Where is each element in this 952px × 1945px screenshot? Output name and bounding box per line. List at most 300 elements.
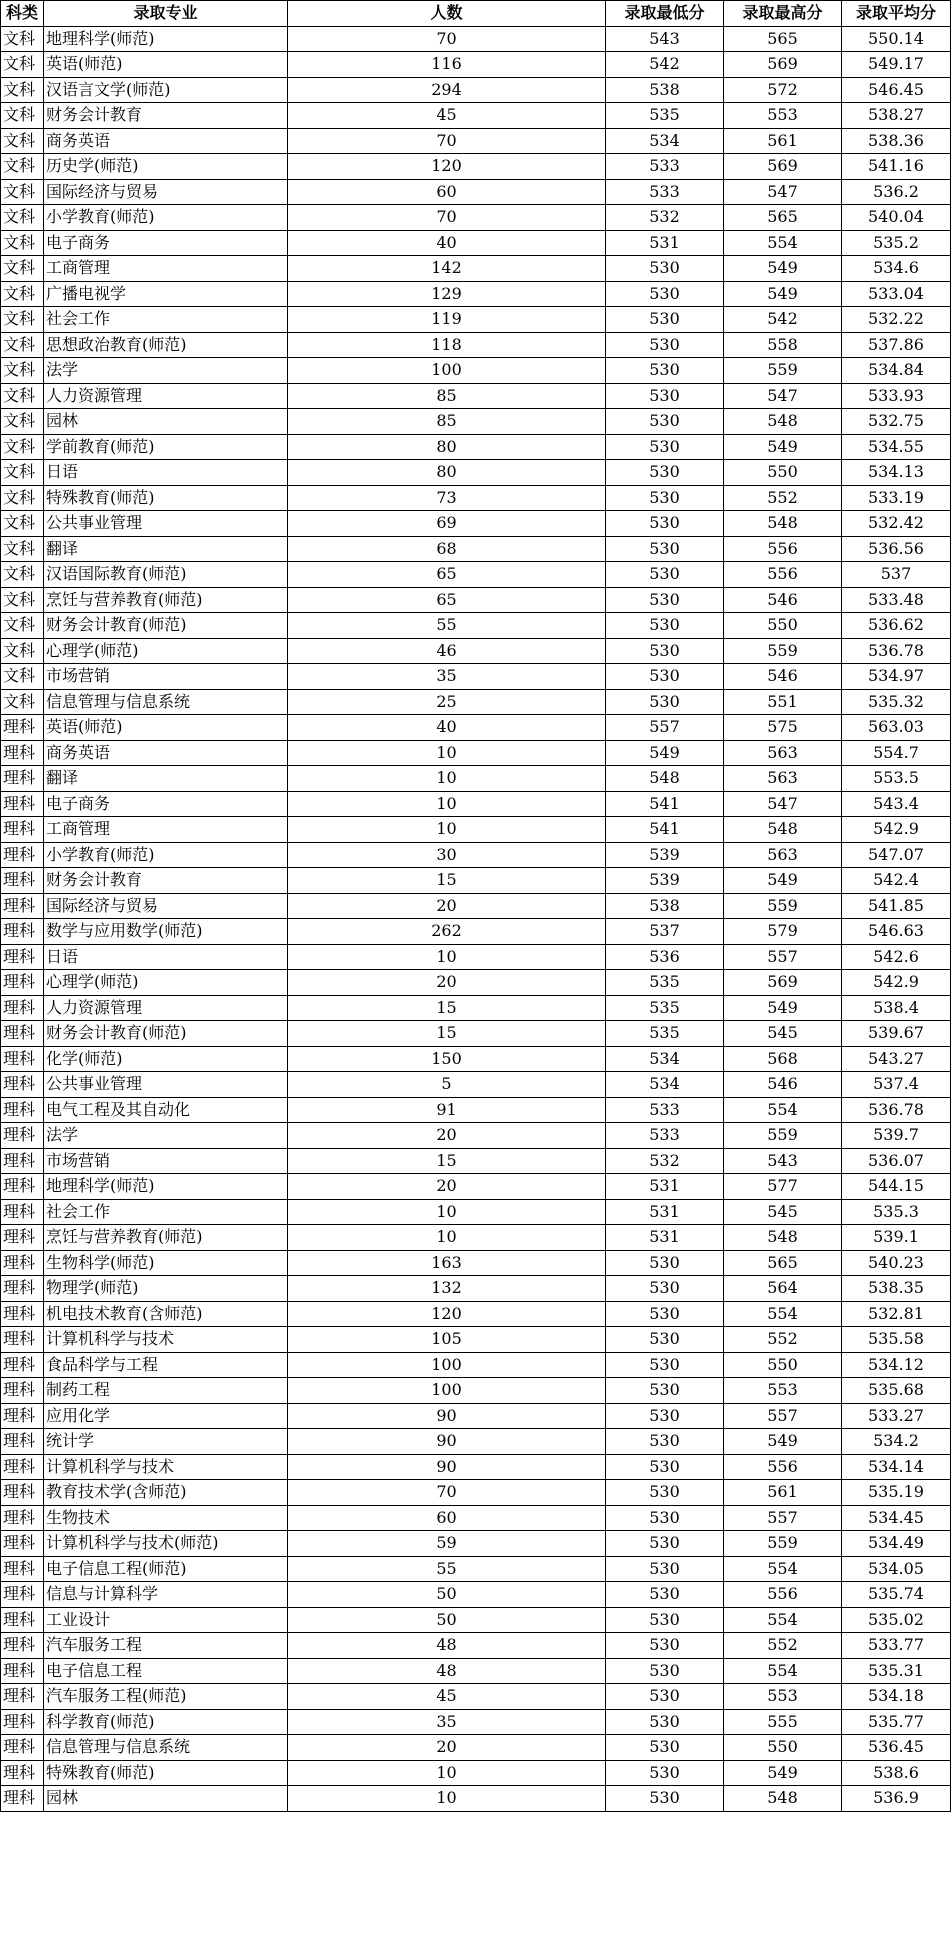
table-row bbox=[1, 1378, 951, 1404]
header-min-score: 录取最低分 bbox=[606, 1, 724, 27]
cell-major: 电子信息工程(师范) bbox=[44, 1556, 288, 1582]
cell-count: 60 bbox=[288, 179, 606, 205]
cell-major: 财务会计教育(师范) bbox=[44, 613, 288, 639]
cell-count: 132 bbox=[288, 1276, 606, 1302]
cell-major: 信息管理与信息系统 bbox=[44, 1735, 288, 1761]
cell-major: 财务会计教育 bbox=[44, 103, 288, 129]
cell-count: 142 bbox=[288, 256, 606, 282]
cell-avg-score: 535.58 bbox=[842, 1327, 951, 1353]
cell-category: 文科 bbox=[1, 256, 44, 282]
cell-count: 10 bbox=[288, 791, 606, 817]
table-row bbox=[1, 868, 951, 894]
cell-major: 国际经济与贸易 bbox=[44, 179, 288, 205]
cell-count: 150 bbox=[288, 1046, 606, 1072]
cell-min-score: 530 bbox=[606, 1301, 724, 1327]
cell-min-score: 530 bbox=[606, 1531, 724, 1557]
cell-count: 163 bbox=[288, 1250, 606, 1276]
cell-min-score: 531 bbox=[606, 1225, 724, 1251]
cell-max-score: 559 bbox=[724, 893, 842, 919]
cell-max-score: 554 bbox=[724, 1658, 842, 1684]
cell-category: 文科 bbox=[1, 205, 44, 231]
cell-major: 特殊教育(师范) bbox=[44, 485, 288, 511]
cell-avg-score: 536.78 bbox=[842, 1097, 951, 1123]
cell-major: 法学 bbox=[44, 358, 288, 384]
cell-major: 工业设计 bbox=[44, 1607, 288, 1633]
cell-category: 理科 bbox=[1, 1480, 44, 1506]
cell-avg-score: 534.18 bbox=[842, 1684, 951, 1710]
cell-major: 心理学(师范) bbox=[44, 638, 288, 664]
table-row bbox=[1, 230, 951, 256]
cell-min-score: 530 bbox=[606, 1250, 724, 1276]
cell-max-score: 553 bbox=[724, 103, 842, 129]
cell-category: 理科 bbox=[1, 1276, 44, 1302]
cell-major: 科学教育(师范) bbox=[44, 1709, 288, 1735]
cell-major: 英语(师范) bbox=[44, 52, 288, 78]
cell-max-score: 559 bbox=[724, 358, 842, 384]
cell-major: 电气工程及其自动化 bbox=[44, 1097, 288, 1123]
cell-category: 理科 bbox=[1, 1633, 44, 1659]
cell-count: 45 bbox=[288, 1684, 606, 1710]
cell-max-score: 552 bbox=[724, 485, 842, 511]
cell-avg-score: 537.86 bbox=[842, 332, 951, 358]
cell-count: 35 bbox=[288, 664, 606, 690]
table-row bbox=[1, 562, 951, 588]
table-row bbox=[1, 307, 951, 333]
cell-count: 20 bbox=[288, 1123, 606, 1149]
cell-count: 45 bbox=[288, 103, 606, 129]
table-row bbox=[1, 256, 951, 282]
cell-major: 市场营销 bbox=[44, 664, 288, 690]
cell-avg-score: 543.4 bbox=[842, 791, 951, 817]
cell-min-score: 530 bbox=[606, 1709, 724, 1735]
cell-major: 电子信息工程 bbox=[44, 1658, 288, 1684]
cell-avg-score: 532.81 bbox=[842, 1301, 951, 1327]
cell-avg-score: 534.6 bbox=[842, 256, 951, 282]
table-row bbox=[1, 613, 951, 639]
cell-min-score: 530 bbox=[606, 1684, 724, 1710]
table-row bbox=[1, 944, 951, 970]
cell-min-score: 548 bbox=[606, 766, 724, 792]
cell-count: 90 bbox=[288, 1429, 606, 1455]
cell-count: 90 bbox=[288, 1454, 606, 1480]
cell-count: 10 bbox=[288, 1760, 606, 1786]
cell-max-score: 561 bbox=[724, 1480, 842, 1506]
table-row bbox=[1, 536, 951, 562]
cell-count: 10 bbox=[288, 1199, 606, 1225]
cell-avg-score: 535.77 bbox=[842, 1709, 951, 1735]
table-row bbox=[1, 1046, 951, 1072]
cell-category: 理科 bbox=[1, 1046, 44, 1072]
cell-max-score: 559 bbox=[724, 1531, 842, 1557]
table-row bbox=[1, 766, 951, 792]
cell-major: 公共事业管理 bbox=[44, 1072, 288, 1098]
cell-avg-score: 550.14 bbox=[842, 26, 951, 52]
cell-count: 20 bbox=[288, 893, 606, 919]
cell-min-score: 530 bbox=[606, 1378, 724, 1404]
cell-max-score: 577 bbox=[724, 1174, 842, 1200]
cell-max-score: 549 bbox=[724, 1429, 842, 1455]
cell-major: 统计学 bbox=[44, 1429, 288, 1455]
cell-min-score: 530 bbox=[606, 1454, 724, 1480]
cell-category: 文科 bbox=[1, 613, 44, 639]
table-row bbox=[1, 689, 951, 715]
cell-max-score: 569 bbox=[724, 970, 842, 996]
cell-max-score: 565 bbox=[724, 26, 842, 52]
table-row bbox=[1, 1429, 951, 1455]
cell-category: 理科 bbox=[1, 1225, 44, 1251]
cell-min-score: 530 bbox=[606, 307, 724, 333]
cell-min-score: 530 bbox=[606, 383, 724, 409]
cell-count: 15 bbox=[288, 1021, 606, 1047]
cell-category: 文科 bbox=[1, 383, 44, 409]
cell-category: 理科 bbox=[1, 1199, 44, 1225]
table-row bbox=[1, 1505, 951, 1531]
cell-major: 英语(师范) bbox=[44, 715, 288, 741]
cell-category: 理科 bbox=[1, 1327, 44, 1353]
cell-major: 食品科学与工程 bbox=[44, 1352, 288, 1378]
cell-max-score: 548 bbox=[724, 1786, 842, 1812]
cell-count: 35 bbox=[288, 1709, 606, 1735]
cell-count: 10 bbox=[288, 944, 606, 970]
cell-count: 25 bbox=[288, 689, 606, 715]
cell-avg-score: 542.9 bbox=[842, 817, 951, 843]
cell-category: 理科 bbox=[1, 1123, 44, 1149]
cell-category: 理科 bbox=[1, 1454, 44, 1480]
cell-max-score: 569 bbox=[724, 52, 842, 78]
cell-major: 翻译 bbox=[44, 536, 288, 562]
cell-category: 理科 bbox=[1, 1709, 44, 1735]
cell-major: 电子商务 bbox=[44, 230, 288, 256]
table-row bbox=[1, 715, 951, 741]
cell-max-score: 559 bbox=[724, 638, 842, 664]
cell-category: 理科 bbox=[1, 791, 44, 817]
cell-avg-score: 538.35 bbox=[842, 1276, 951, 1302]
cell-category: 理科 bbox=[1, 1403, 44, 1429]
cell-category: 文科 bbox=[1, 689, 44, 715]
cell-category: 文科 bbox=[1, 485, 44, 511]
table-row bbox=[1, 179, 951, 205]
cell-category: 理科 bbox=[1, 1021, 44, 1047]
cell-max-score: 564 bbox=[724, 1276, 842, 1302]
cell-count: 90 bbox=[288, 1403, 606, 1429]
cell-count: 10 bbox=[288, 766, 606, 792]
header-max-score: 录取最高分 bbox=[724, 1, 842, 27]
cell-min-score: 530 bbox=[606, 1658, 724, 1684]
cell-max-score: 545 bbox=[724, 1021, 842, 1047]
cell-min-score: 530 bbox=[606, 281, 724, 307]
cell-min-score: 530 bbox=[606, 409, 724, 435]
cell-avg-score: 534.05 bbox=[842, 1556, 951, 1582]
cell-max-score: 549 bbox=[724, 1760, 842, 1786]
cell-major: 社会工作 bbox=[44, 1199, 288, 1225]
cell-avg-score: 533.48 bbox=[842, 587, 951, 613]
cell-max-score: 556 bbox=[724, 1454, 842, 1480]
cell-avg-score: 549.17 bbox=[842, 52, 951, 78]
table-row bbox=[1, 1225, 951, 1251]
cell-max-score: 548 bbox=[724, 1225, 842, 1251]
cell-category: 文科 bbox=[1, 434, 44, 460]
cell-count: 119 bbox=[288, 307, 606, 333]
cell-category: 文科 bbox=[1, 26, 44, 52]
cell-count: 10 bbox=[288, 740, 606, 766]
cell-count: 65 bbox=[288, 587, 606, 613]
cell-count: 70 bbox=[288, 205, 606, 231]
table-row bbox=[1, 995, 951, 1021]
cell-max-score: 556 bbox=[724, 536, 842, 562]
table-row bbox=[1, 1199, 951, 1225]
cell-count: 10 bbox=[288, 1225, 606, 1251]
table-row bbox=[1, 409, 951, 435]
table-row bbox=[1, 205, 951, 231]
cell-category: 理科 bbox=[1, 1352, 44, 1378]
cell-avg-score: 541.16 bbox=[842, 154, 951, 180]
cell-avg-score: 543.27 bbox=[842, 1046, 951, 1072]
cell-max-score: 549 bbox=[724, 995, 842, 1021]
cell-max-score: 550 bbox=[724, 1352, 842, 1378]
cell-count: 85 bbox=[288, 383, 606, 409]
cell-min-score: 538 bbox=[606, 77, 724, 103]
cell-min-score: 530 bbox=[606, 1352, 724, 1378]
cell-category: 文科 bbox=[1, 128, 44, 154]
header-count: 人数 bbox=[288, 1, 606, 27]
cell-category: 理科 bbox=[1, 1582, 44, 1608]
table-row bbox=[1, 1582, 951, 1608]
cell-major: 教育技术学(含师范) bbox=[44, 1480, 288, 1506]
cell-count: 118 bbox=[288, 332, 606, 358]
cell-major: 地理科学(师范) bbox=[44, 1174, 288, 1200]
cell-count: 55 bbox=[288, 1556, 606, 1582]
table-row bbox=[1, 460, 951, 486]
header-row bbox=[1, 1, 951, 27]
cell-avg-score: 546.63 bbox=[842, 919, 951, 945]
cell-max-score: 550 bbox=[724, 1735, 842, 1761]
table-body bbox=[1, 26, 951, 1811]
cell-count: 15 bbox=[288, 995, 606, 1021]
cell-min-score: 530 bbox=[606, 332, 724, 358]
cell-major: 烹饪与营养教育(师范) bbox=[44, 587, 288, 613]
cell-avg-score: 542.4 bbox=[842, 868, 951, 894]
cell-min-score: 530 bbox=[606, 587, 724, 613]
cell-count: 70 bbox=[288, 128, 606, 154]
cell-count: 129 bbox=[288, 281, 606, 307]
table-row bbox=[1, 1709, 951, 1735]
cell-min-score: 530 bbox=[606, 1582, 724, 1608]
cell-avg-score: 535.68 bbox=[842, 1378, 951, 1404]
cell-count: 80 bbox=[288, 460, 606, 486]
table-row bbox=[1, 103, 951, 129]
cell-avg-score: 536.45 bbox=[842, 1735, 951, 1761]
cell-major: 翻译 bbox=[44, 766, 288, 792]
table-row bbox=[1, 485, 951, 511]
cell-major: 物理学(师范) bbox=[44, 1276, 288, 1302]
cell-major: 计算机科学与技术 bbox=[44, 1454, 288, 1480]
cell-major: 学前教育(师范) bbox=[44, 434, 288, 460]
cell-category: 理科 bbox=[1, 842, 44, 868]
table-row bbox=[1, 1097, 951, 1123]
cell-count: 10 bbox=[288, 1786, 606, 1812]
cell-major: 法学 bbox=[44, 1123, 288, 1149]
cell-category: 理科 bbox=[1, 1174, 44, 1200]
table-row bbox=[1, 740, 951, 766]
table-row bbox=[1, 26, 951, 52]
cell-category: 理科 bbox=[1, 893, 44, 919]
table-row bbox=[1, 791, 951, 817]
cell-min-score: 531 bbox=[606, 230, 724, 256]
cell-max-score: 554 bbox=[724, 230, 842, 256]
cell-min-score: 549 bbox=[606, 740, 724, 766]
cell-count: 70 bbox=[288, 26, 606, 52]
table-row bbox=[1, 1327, 951, 1353]
cell-min-score: 530 bbox=[606, 511, 724, 537]
cell-count: 73 bbox=[288, 485, 606, 511]
cell-min-score: 537 bbox=[606, 919, 724, 945]
cell-max-score: 546 bbox=[724, 664, 842, 690]
cell-category: 理科 bbox=[1, 1148, 44, 1174]
cell-major: 生物技术 bbox=[44, 1505, 288, 1531]
cell-max-score: 557 bbox=[724, 1505, 842, 1531]
cell-avg-score: 540.23 bbox=[842, 1250, 951, 1276]
cell-min-score: 541 bbox=[606, 817, 724, 843]
cell-count: 68 bbox=[288, 536, 606, 562]
cell-min-score: 530 bbox=[606, 460, 724, 486]
cell-avg-score: 539.67 bbox=[842, 1021, 951, 1047]
cell-avg-score: 540.04 bbox=[842, 205, 951, 231]
cell-category: 文科 bbox=[1, 103, 44, 129]
cell-avg-score: 533.04 bbox=[842, 281, 951, 307]
cell-min-score: 530 bbox=[606, 1276, 724, 1302]
cell-major: 生物科学(师范) bbox=[44, 1250, 288, 1276]
cell-category: 文科 bbox=[1, 154, 44, 180]
cell-category: 理科 bbox=[1, 1378, 44, 1404]
table-row bbox=[1, 154, 951, 180]
cell-max-score: 548 bbox=[724, 409, 842, 435]
cell-avg-score: 533.77 bbox=[842, 1633, 951, 1659]
cell-category: 理科 bbox=[1, 1429, 44, 1455]
cell-avg-score: 532.42 bbox=[842, 511, 951, 537]
cell-category: 文科 bbox=[1, 536, 44, 562]
cell-avg-score: 536.56 bbox=[842, 536, 951, 562]
cell-max-score: 555 bbox=[724, 1709, 842, 1735]
cell-count: 262 bbox=[288, 919, 606, 945]
cell-major: 汉语言文学(师范) bbox=[44, 77, 288, 103]
cell-avg-score: 542.6 bbox=[842, 944, 951, 970]
cell-major: 应用化学 bbox=[44, 1403, 288, 1429]
cell-category: 理科 bbox=[1, 868, 44, 894]
cell-min-score: 531 bbox=[606, 1199, 724, 1225]
table-row bbox=[1, 638, 951, 664]
cell-avg-score: 532.75 bbox=[842, 409, 951, 435]
table-row bbox=[1, 77, 951, 103]
cell-major: 思想政治教育(师范) bbox=[44, 332, 288, 358]
table-row bbox=[1, 1480, 951, 1506]
cell-avg-score: 534.12 bbox=[842, 1352, 951, 1378]
cell-count: 59 bbox=[288, 1531, 606, 1557]
cell-category: 理科 bbox=[1, 944, 44, 970]
cell-count: 100 bbox=[288, 358, 606, 384]
cell-category: 理科 bbox=[1, 1250, 44, 1276]
cell-min-score: 530 bbox=[606, 1786, 724, 1812]
cell-category: 文科 bbox=[1, 281, 44, 307]
cell-min-score: 530 bbox=[606, 1633, 724, 1659]
cell-major: 人力资源管理 bbox=[44, 995, 288, 1021]
cell-count: 50 bbox=[288, 1582, 606, 1608]
cell-avg-score: 534.97 bbox=[842, 664, 951, 690]
cell-category: 文科 bbox=[1, 332, 44, 358]
cell-major: 特殊教育(师范) bbox=[44, 1760, 288, 1786]
cell-min-score: 534 bbox=[606, 1046, 724, 1072]
cell-min-score: 532 bbox=[606, 1148, 724, 1174]
cell-min-score: 535 bbox=[606, 970, 724, 996]
cell-major: 园林 bbox=[44, 409, 288, 435]
table-row bbox=[1, 511, 951, 537]
cell-avg-score: 534.14 bbox=[842, 1454, 951, 1480]
cell-min-score: 531 bbox=[606, 1174, 724, 1200]
cell-category: 理科 bbox=[1, 817, 44, 843]
cell-min-score: 530 bbox=[606, 485, 724, 511]
table-row bbox=[1, 842, 951, 868]
cell-min-score: 530 bbox=[606, 1480, 724, 1506]
cell-major: 机电技术教育(含师范) bbox=[44, 1301, 288, 1327]
cell-category: 理科 bbox=[1, 1072, 44, 1098]
cell-min-score: 557 bbox=[606, 715, 724, 741]
cell-category: 文科 bbox=[1, 307, 44, 333]
cell-count: 65 bbox=[288, 562, 606, 588]
cell-min-score: 533 bbox=[606, 1123, 724, 1149]
cell-avg-score: 535.02 bbox=[842, 1607, 951, 1633]
cell-major: 商务英语 bbox=[44, 128, 288, 154]
cell-count: 15 bbox=[288, 1148, 606, 1174]
cell-major: 小学教育(师范) bbox=[44, 842, 288, 868]
cell-major: 心理学(师范) bbox=[44, 970, 288, 996]
table-row bbox=[1, 587, 951, 613]
table-row bbox=[1, 893, 951, 919]
cell-max-score: 572 bbox=[724, 77, 842, 103]
cell-min-score: 543 bbox=[606, 26, 724, 52]
cell-avg-score: 539.7 bbox=[842, 1123, 951, 1149]
cell-major: 商务英语 bbox=[44, 740, 288, 766]
table-row bbox=[1, 434, 951, 460]
cell-count: 105 bbox=[288, 1327, 606, 1353]
cell-category: 文科 bbox=[1, 230, 44, 256]
cell-min-score: 530 bbox=[606, 689, 724, 715]
cell-category: 理科 bbox=[1, 1097, 44, 1123]
table-row bbox=[1, 1021, 951, 1047]
table-row bbox=[1, 52, 951, 78]
cell-count: 30 bbox=[288, 842, 606, 868]
table-row bbox=[1, 970, 951, 996]
cell-avg-score: 538.4 bbox=[842, 995, 951, 1021]
cell-major: 财务会计教育 bbox=[44, 868, 288, 894]
cell-category: 文科 bbox=[1, 409, 44, 435]
cell-avg-score: 536.62 bbox=[842, 613, 951, 639]
cell-max-score: 553 bbox=[724, 1684, 842, 1710]
cell-min-score: 541 bbox=[606, 791, 724, 817]
cell-min-score: 530 bbox=[606, 638, 724, 664]
cell-max-score: 549 bbox=[724, 434, 842, 460]
table-row bbox=[1, 1174, 951, 1200]
cell-count: 100 bbox=[288, 1378, 606, 1404]
cell-max-score: 552 bbox=[724, 1633, 842, 1659]
table-row bbox=[1, 1072, 951, 1098]
cell-count: 100 bbox=[288, 1352, 606, 1378]
cell-max-score: 546 bbox=[724, 1072, 842, 1098]
table-row bbox=[1, 332, 951, 358]
cell-major: 日语 bbox=[44, 460, 288, 486]
cell-max-score: 551 bbox=[724, 689, 842, 715]
cell-count: 15 bbox=[288, 868, 606, 894]
cell-major: 国际经济与贸易 bbox=[44, 893, 288, 919]
cell-category: 理科 bbox=[1, 1505, 44, 1531]
